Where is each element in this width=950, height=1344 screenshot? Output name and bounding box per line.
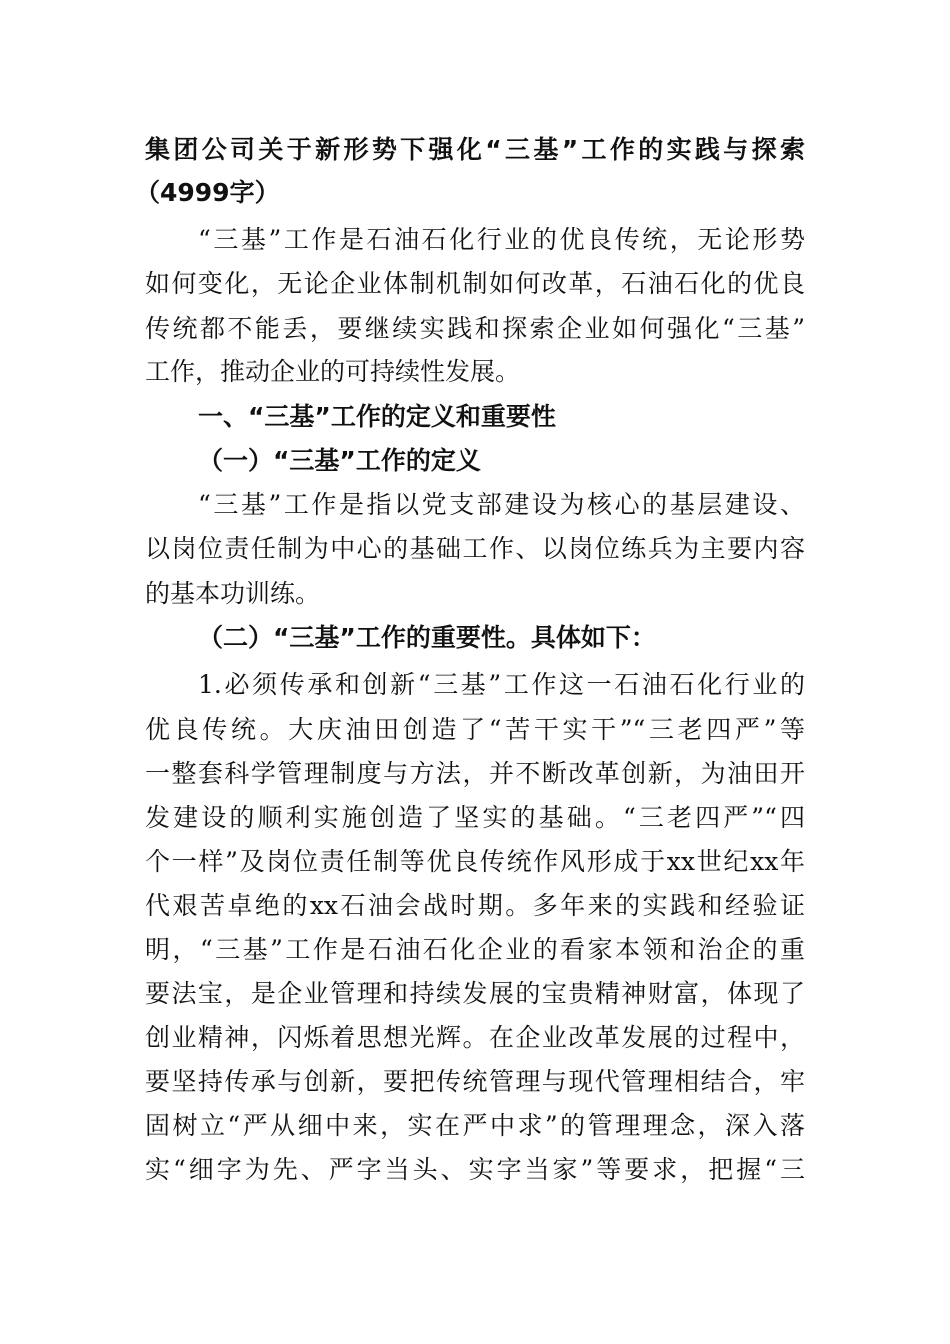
document-word-count: （4999字） [135,178,280,207]
intro-line: 工作，推动企业的可持续性发展。 [145,357,521,386]
paragraph-line: 优良传统。大庆油田创造了“苦干实干”“三老四严”等 [145,715,805,744]
paragraph-line: 1.必须传承和创新“三基”工作这一石油石化行业的 [198,670,805,699]
paragraph-line: 明，“三基”工作是石油石化企业的看家本领和治企的重 [145,935,805,964]
paragraph-line: 实“细字为先、严字当头、实字当家”等要求，把握“三 [145,1155,805,1184]
paragraph-line: 以岗位责任制为中心的基础工作、以岗位练兵为主要内容 [145,534,805,563]
paragraph-line: “三基”工作是指以党支部建设为核心的基层建设、 [198,490,805,519]
intro-line: 传统都不能丢，要继续实践和探索企业如何强化“三基” [145,314,805,343]
document-title: 集团公司关于新形势下强化“三基”工作的实践与探索 [145,135,805,164]
paragraph-line: 的基本功训练。 [145,579,321,608]
subsection-heading: （一）“三基”工作的定义 [198,446,481,475]
paragraph-line: 固树立“严从细中来，实在严中求”的管理理念，深入落 [145,1111,805,1140]
paragraph-line: 一整套科学管理制度与方法，并不断改革创新，为油田开 [145,759,805,788]
paragraph-line: 创业精神，闪烁着思想光辉。在企业改革发展的过程中， [145,1023,805,1052]
paragraph-line: 要法宝，是企业管理和持续发展的宝贵精神财富，体现了 [145,979,805,1008]
intro-line: 如何变化，无论企业体制机制如何改革，石油石化的优良 [145,269,805,298]
intro-line: “三基”工作是石油石化行业的优良传统，无论形势 [198,225,805,254]
paragraph-line: 个一样”及岗位责任制等优良传统作风形成于xx世纪xx年 [145,847,805,876]
subsection-heading: （二）“三基”工作的重要性。具体如下： [198,623,656,652]
paragraph-line: 发建设的顺利实施创造了坚实的基础。“三老四严”“四 [145,803,805,832]
section-heading: 一、“三基”工作的定义和重要性 [198,402,556,431]
paragraph-line: 要坚持传承与创新，要把传统管理与现代管理相结合，牢 [145,1067,805,1096]
paragraph-line: 代艰苦卓绝的xx石油会战时期。多年来的实践和经验证 [145,891,805,920]
